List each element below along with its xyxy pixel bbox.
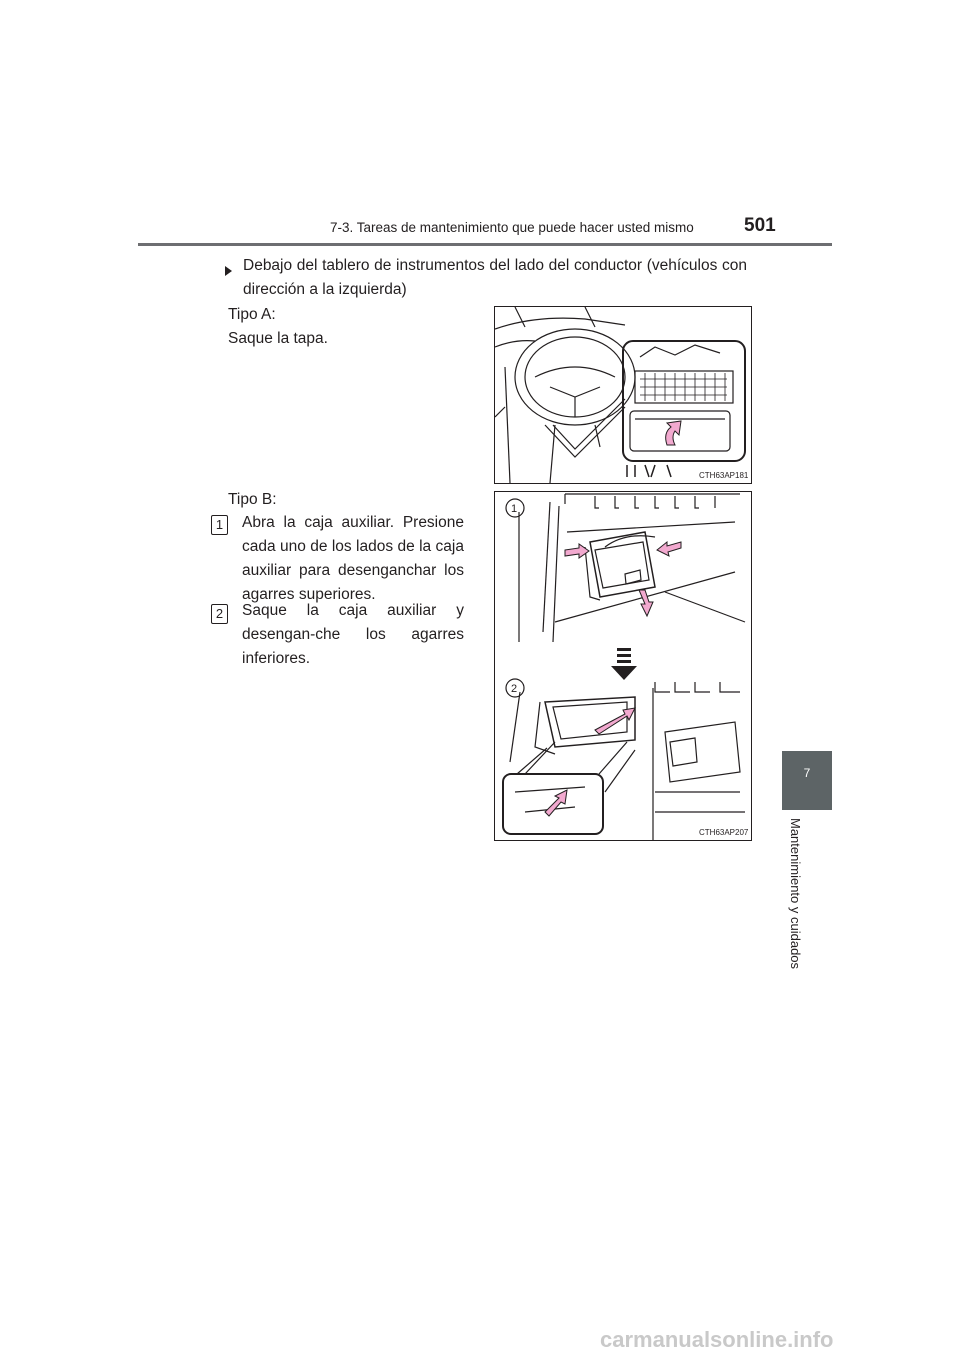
figure-type-a (494, 306, 752, 484)
step-text: Abra la caja auxiliar. Presione cada uno de los lados de la caja auxiliar para desenganchar los agarres superiores. (242, 514, 464, 603)
header-divider (138, 243, 832, 246)
bullet-text-line1: Debajo del tablero de instrumentos del lado del conductor (vehículos con (243, 257, 747, 274)
figure-code: CTH63AP181 (699, 471, 749, 480)
type-a-step: Saque la tapa. (228, 330, 328, 347)
chapter-label: Mantenimiento y cuidados (788, 818, 803, 970)
watermark-text: carmanualsonline.info (600, 1327, 834, 1352)
bullet-arrow-icon (223, 259, 233, 283)
step-text: Saque la caja auxiliar y desengan-che los agarres inferiores. (242, 602, 464, 667)
page-number: 501 (744, 215, 776, 236)
figure-type-b (494, 491, 752, 841)
type-b-label: Tipo B: (228, 491, 277, 508)
callout-1: 1 (511, 503, 518, 515)
auxiliary-box-illustration (495, 492, 751, 840)
dashboard-fusebox-illustration (495, 307, 751, 483)
callout-2: 2 (511, 683, 518, 695)
bullet-text-line2: dirección a la izquierda) (243, 281, 407, 298)
chapter-tab (782, 751, 832, 810)
section-title: 7-3. Tareas de mantenimiento que puede hacer usted mismo (330, 220, 694, 235)
step-number-badge: 1 (211, 515, 228, 535)
figure-code: CTH63AP207 (699, 828, 749, 837)
chapter-number: 7 (803, 766, 811, 780)
type-a-label: Tipo A: (228, 306, 276, 323)
step-number-badge: 2 (211, 604, 228, 624)
